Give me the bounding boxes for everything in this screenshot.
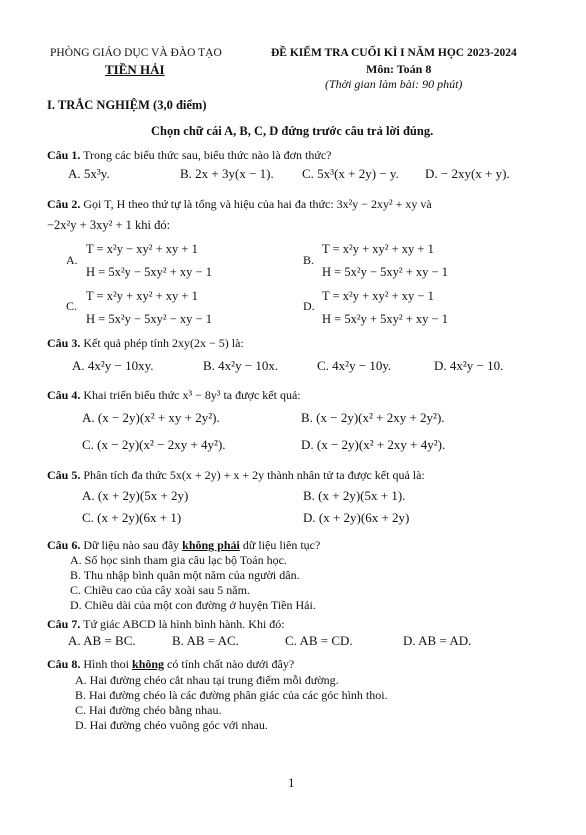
question-emphasis: không phải — [182, 538, 240, 552]
q6-option-a: A. Số học sinh tham gia câu lạc bộ Toán học. — [70, 553, 287, 567]
exam-time: (Thời gian làm bài: 90 phút) — [325, 77, 463, 91]
q4-option-c: C. (x − 2y)(x² − 2xy + 4y²). — [82, 437, 226, 452]
q2-option-d-line2: H = 5x²y + 5xy² + xy − 1 — [322, 312, 448, 326]
question-label: Câu 6. — [47, 538, 81, 552]
question-5 — [47, 468, 425, 483]
q3-option-a: A. 4x²y − 10xy. — [72, 358, 154, 373]
question-label: Câu 8. — [47, 657, 81, 671]
q7-option-a: A. AB = BC. — [68, 633, 136, 648]
q4-option-b: B. (x − 2y)(x² + 2xy + 2y²). — [301, 410, 445, 425]
q2-option-c-line2: H = 5x²y − 5xy² − xy − 1 — [86, 312, 212, 326]
q7-option-b: B. AB = AC. — [172, 633, 239, 648]
q6-option-d: D. Chiều dài của một con đường ở huyện Tiền Hải. — [70, 598, 316, 612]
q8-option-a: A. Hai đường chéo cắt nhau tại trung điểm mỗi đường. — [75, 673, 339, 687]
question-label: Câu 4. — [47, 388, 81, 402]
section-title: I. TRẮC NGHIỆM (3,0 điểm) — [47, 98, 207, 112]
q3-option-b: B. 4x²y − 10x. — [203, 358, 279, 373]
question-emphasis: không — [132, 657, 165, 671]
q6-option-c: C. Chiều cao của cây xoài sau 5 năm. — [70, 583, 250, 597]
q7-option-d: D. AB = AD. — [403, 633, 472, 648]
q3-option-c: C. 4x²y − 10y. — [317, 358, 392, 373]
question-label: Câu 2. — [47, 197, 81, 211]
q2-option-c-line1: T = x²y + xy² + xy + 1 — [86, 289, 198, 303]
exam-subject: Môn: Toán 8 — [366, 62, 432, 76]
question-6 — [47, 538, 320, 553]
question-text: Khai triển biểu thức x³ − 8y³ ta được kết quả: — [80, 388, 301, 402]
q2-option-b-line2: H = 5x²y − 5xy² + xy − 1 — [322, 265, 448, 279]
question-8 — [47, 657, 294, 672]
q2-option-b-line1: T = x²y + xy² + xy + 1 — [322, 242, 434, 256]
question-text-end: có tính chất nào dưới đây? — [164, 657, 295, 671]
question-4 — [47, 388, 301, 403]
exam-title: ĐỀ KIỂM TRA CUỐI KÌ I NĂM HỌC 2023-2024 — [271, 47, 517, 59]
q7-option-c: C. AB = CD. — [285, 633, 353, 648]
q4-option-d: D. (x − 2y)(x² + 2xy + 4y²). — [301, 437, 446, 452]
q5-option-d: D. (x + 2y)(6x + 2y) — [303, 510, 410, 525]
question-label: Câu 1. — [47, 148, 81, 162]
q8-option-d: D. Hai đường chéo vuông góc với nhau. — [75, 718, 268, 732]
question-text-end: dữ liệu liên tục? — [239, 538, 321, 552]
question-2 — [47, 197, 432, 212]
q2-option-d-line1: T = x²y + xy² + xy − 1 — [322, 289, 434, 303]
question-text: Gọi T, H theo thứ tự là tổng và hiệu của hai đa thức: 3x²y − 2xy² + xy và — [80, 197, 432, 211]
q1-option-a: A. 5x³y. — [68, 166, 110, 181]
q1-option-b: B. 2x + 3y(x − 1). — [180, 166, 274, 181]
district-name: TIỀN HẢI — [105, 62, 165, 77]
question-1 — [47, 148, 331, 163]
question-2-text-cont: −2x²y + 3xy² + 1 khi đó: — [47, 218, 171, 232]
q3-option-d: D. 4x²y − 10. — [434, 358, 504, 373]
question-text: Tứ giác ABCD là hình bình hành. Khi đó: — [80, 617, 285, 631]
question-7 — [47, 617, 285, 632]
question-text: Hình thoi — [80, 657, 133, 671]
question-text: Trong các biểu thức sau, biểu thức nào là đơn thức? — [80, 148, 332, 162]
q4-option-a: A. (x − 2y)(x² + xy + 2y²). — [82, 410, 220, 425]
q5-option-a: A. (x + 2y)(5x + 2y) — [82, 488, 189, 503]
department-name: PHÒNG GIÁO DỤC VÀ ĐÀO TẠO — [50, 47, 222, 59]
question-text: Kết quả phép tính 2xy(2x − 5) là: — [80, 336, 244, 350]
q8-option-c: C. Hai đường chéo bằng nhau. — [75, 703, 222, 717]
section-instruction: Chọn chữ cái A, B, C, D đứng trước câu trả lời đúng. — [151, 124, 434, 138]
question-text: Phân tích đa thức 5x(x + 2y) + x + 2y thành nhân tử ta được kết quả là: — [80, 468, 425, 482]
q8-option-b: B. Hai đường chéo là các đường phân giác của các góc hình thoi. — [75, 688, 388, 702]
q1-option-c: C. 5x³(x + 2y) − y. — [302, 166, 399, 181]
question-label: Câu 5. — [47, 468, 81, 482]
q2-option-b-label: B. — [303, 253, 315, 267]
q6-option-b: B. Thu nhập bình quân một năm của người dân. — [70, 568, 300, 582]
question-label: Câu 7. — [47, 617, 81, 631]
question-label: Câu 3. — [47, 336, 81, 350]
question-text: Dữ liệu nào sau đây — [80, 538, 183, 552]
page-number: 1 — [288, 775, 295, 790]
q2-option-a-line1: T = x²y − xy² + xy + 1 — [86, 242, 198, 256]
q2-option-d-label: D. — [303, 299, 315, 313]
q2-option-a-line2: H = 5x²y − 5xy² + xy − 1 — [86, 265, 212, 279]
question-3 — [47, 336, 244, 351]
q2-option-a-label: A. — [66, 253, 78, 267]
q5-option-b: B. (x + 2y)(5x + 1). — [303, 488, 406, 503]
q1-option-d: D. − 2xy(x + y). — [425, 166, 510, 181]
q5-option-c: C. (x + 2y)(6x + 1) — [82, 510, 182, 525]
q2-option-c-label: C. — [66, 299, 78, 313]
